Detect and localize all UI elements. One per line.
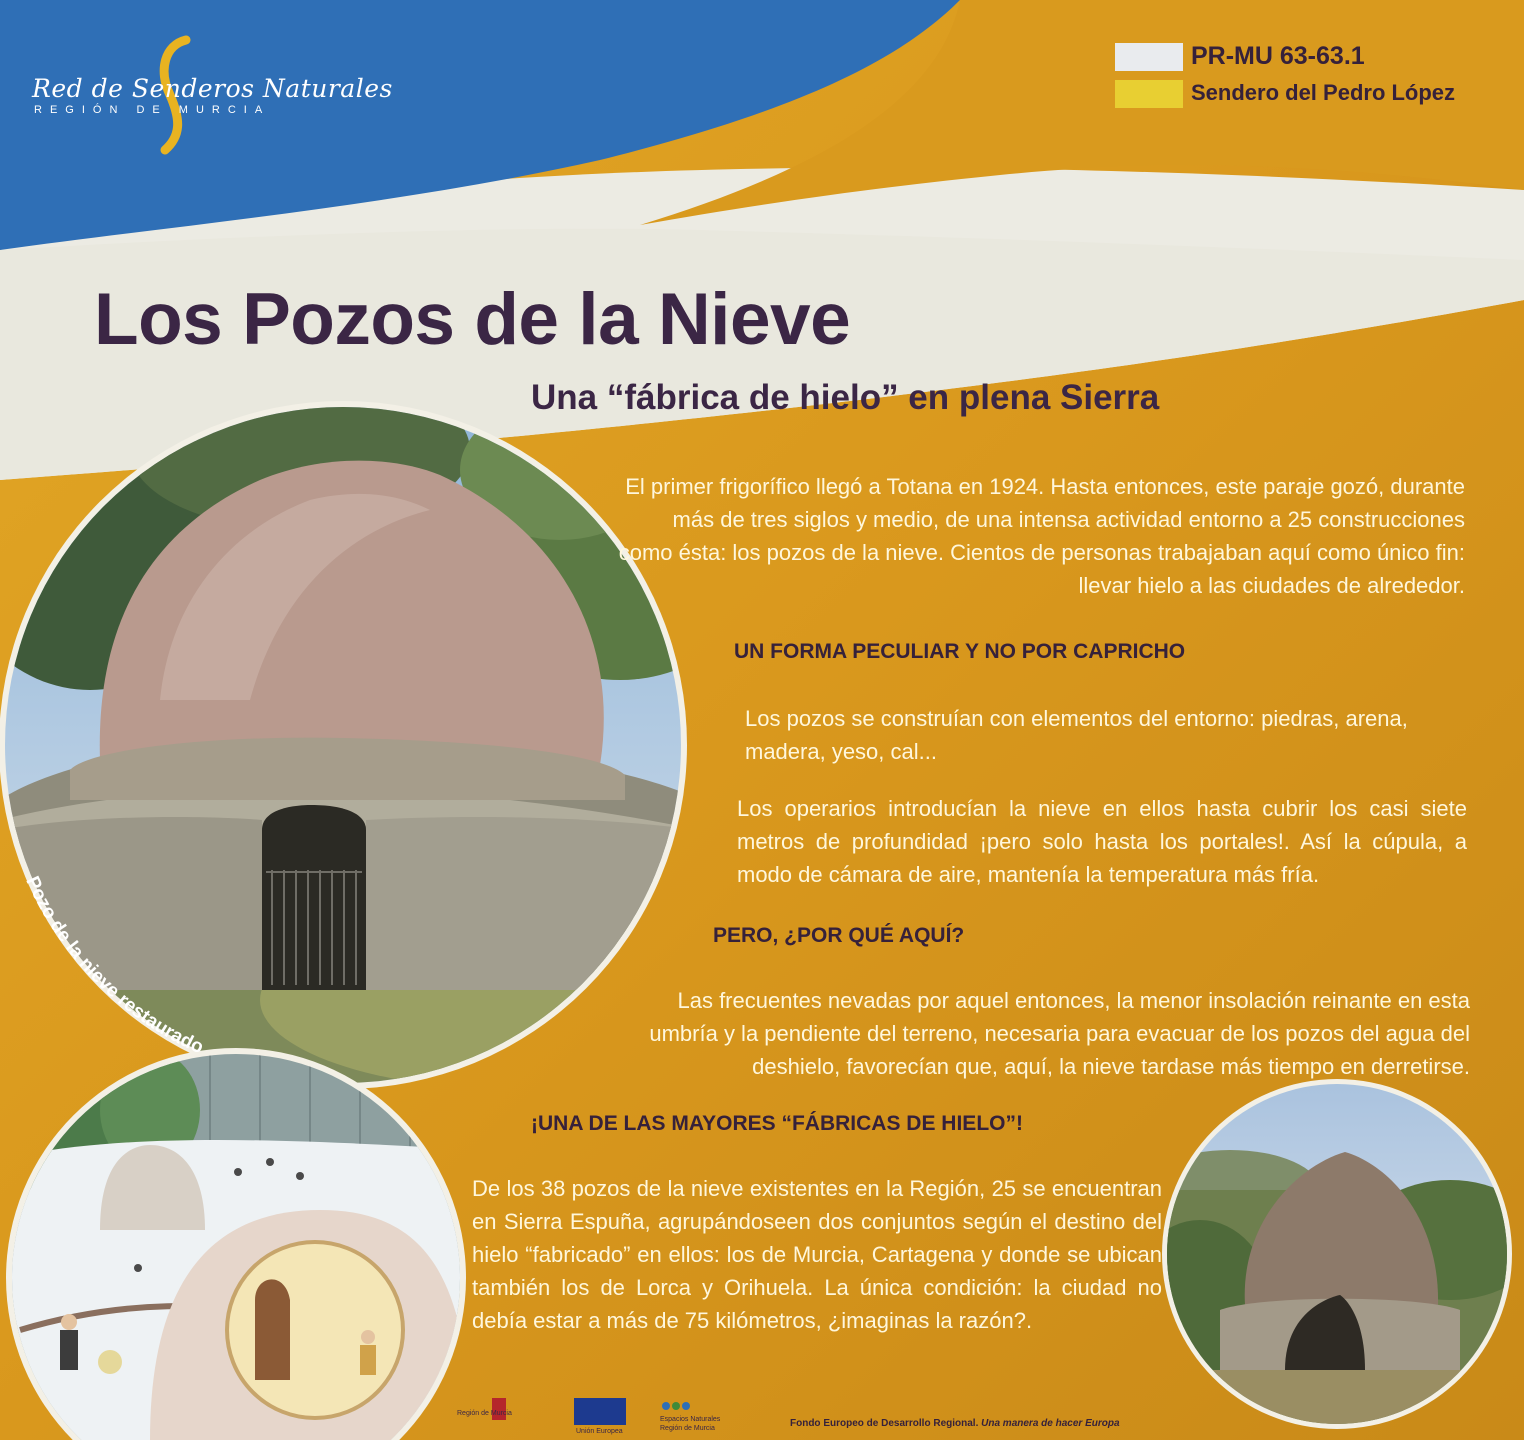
section-heading-why-here: PERO, ¿POR QUÉ AQUÍ? [713, 924, 965, 947]
section-paragraph-materials: Los pozos se construían con elementos del entorno: piedras, arena, madera, yeso, cal... [745, 706, 1408, 764]
eu-flag-icon [574, 1398, 626, 1425]
spaces-logo-sublabel: Región de Murcia [660, 1425, 715, 1432]
section-paragraph-depth: Los operarios introducían la nieve en ellos hasta cubrir los casi siete metros de profundidad ¡pero solo hasta los portales!. Así la cúpula, a modo de cámara de aire, mantenía la temperatura más fría. [737, 796, 1467, 887]
photo-caption [21, 873, 206, 1058]
section-paragraph-largest: De los 38 pozos de la nieve existentes en la Región, 25 se encuentran en Sierra Espuña, agrupándoseen dos conjuntos según el destino del hielo “fabricado” en ellos: los de Murcia, Cartagena y donde se ubican también los de Lorca y Orihuela. La única condición: la ciudad no debía estar a más de 75 kilómetros, ¿imaginas la razón?. [472, 1176, 1162, 1333]
region-logo-label: Región de Murcia [457, 1410, 512, 1417]
spaces-logo-label: Espacios Naturales [660, 1416, 721, 1423]
section-paragraph-why-here: Las frecuentes nevadas por aquel entonces, la menor insolación reinante en esta umbría y la pendiente del terreno, necesaria para evacuar de los pozos del agua del deshielo, favorecían que, aquí, la nieve tardase más tiempo en derretirse. [649, 988, 1470, 1079]
fund-credit [790, 1418, 1120, 1429]
route-swatch-yellow [1115, 80, 1183, 108]
photo-caption-text: Pozo de la nieve restaurado [21, 873, 207, 1059]
route-name: Sendero del Pedro López [1191, 80, 1456, 105]
fund-motto: Una manera de hacer Europa [981, 1418, 1120, 1429]
section-heading-largest: ¡UNA DE LAS MAYORES “FÁBRICAS DE HIELO”! [531, 1112, 1023, 1135]
main-title: Los Pozos de la Nieve [94, 279, 851, 360]
eu-logo-label: Unión Europea [576, 1428, 623, 1435]
fund-name: Fondo Europeo de Desarrollo Regional. [790, 1418, 979, 1429]
subtitle: Una “fábrica de hielo” en plena Sierra [531, 378, 1160, 417]
logo-region: REGIÓN DE MURCIA [34, 104, 271, 116]
route-swatch-white [1115, 43, 1183, 71]
logo-name: Red de Senderos Naturales [32, 74, 393, 103]
route-code: PR-MU 63-63.1 [1191, 42, 1365, 70]
intro-paragraph: El primer frigorífico llegó a Totana en 1924. Hasta entonces, este paraje gozó, durante más de tres siglos y medio, de una intensa actividad entorno a 25 construcciones como ésta: los pozos de la nieve. Cientos de personas trabajaban aquí como único fin: llevar hielo a las ciudades de alrededor. [618, 474, 1465, 598]
section-heading-shape: UN FORMA PECULIAR Y NO POR CAPRICHO [734, 640, 1186, 663]
